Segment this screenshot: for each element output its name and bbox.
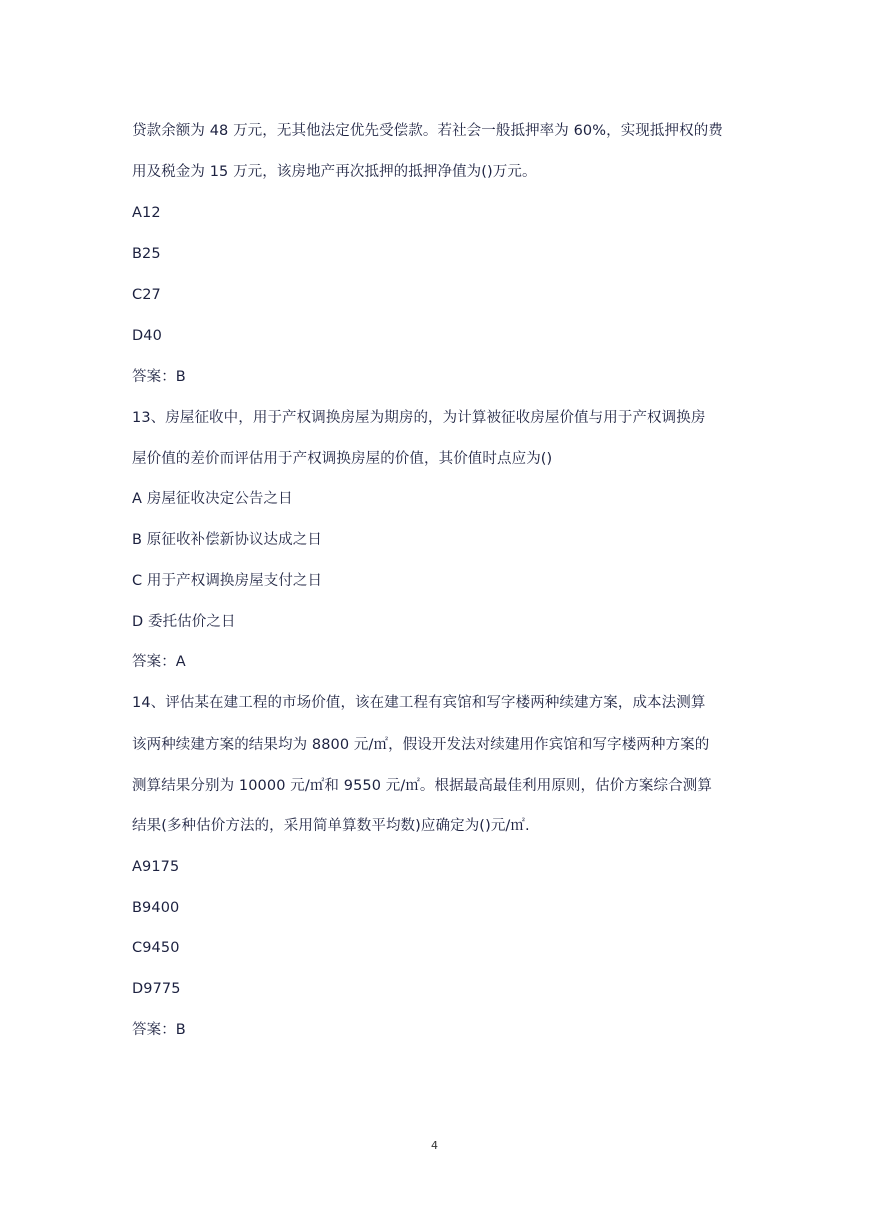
q12-stem-line-1: 贷款余额为 48 万元，无其他法定优先受偿款。若社会一般抵押率为 60%，实现抵押权的费 bbox=[132, 123, 723, 139]
q13-option-b: B 原征收补偿新协议达成之日 bbox=[132, 532, 322, 548]
page-number: 4 bbox=[431, 1139, 438, 1152]
q13-option-a: A 房屋征收决定公告之日 bbox=[132, 491, 293, 507]
q13-option-c: C 用于产权调换房屋支付之日 bbox=[132, 573, 323, 589]
q13-stem-line-1: 13、房屋征收中，用于产权调换房屋为期房的，为计算被征收房屋价值与用于产权调换房 bbox=[132, 410, 706, 426]
q12-option-a: A12 bbox=[132, 205, 161, 221]
q14-option-a: A9175 bbox=[132, 859, 180, 875]
q13-answer: 答案：A bbox=[132, 654, 186, 670]
q14-stem-line-2: 该两种续建方案的结果均为 8800 元/㎡，假设开发法对续建用作宾馆和写字楼两种方案的 bbox=[132, 737, 710, 753]
q12-option-c: C27 bbox=[132, 287, 161, 303]
q14-stem-line-1: 14、评估某在建工程的市场价值，该在建工程有宾馆和写字楼两种续建方案，成本法测算 bbox=[132, 695, 706, 711]
q14-answer: 答案：B bbox=[132, 1022, 186, 1038]
q14-option-b: B9400 bbox=[132, 900, 180, 916]
q14-stem-line-4: 结果(多种估价方法的，采用简单算数平均数)应确定为()元/㎡. bbox=[132, 818, 530, 834]
q14-option-c: C9450 bbox=[132, 940, 180, 956]
q12-stem-line-2: 用及税金为 15 万元，该房地产再次抵押的抵押净值为()万元。 bbox=[132, 164, 537, 180]
q12-option-d: D40 bbox=[132, 328, 162, 344]
q13-option-d: D 委托估价之日 bbox=[132, 614, 236, 630]
q12-answer: 答案：B bbox=[132, 369, 186, 385]
q14-option-d: D9775 bbox=[132, 981, 181, 997]
q12-option-b: B25 bbox=[132, 246, 161, 262]
q14-stem-line-3: 测算结果分别为 10000 元/㎡和 9550 元/㎡。根据最高最佳利用原则，估价方案综合测算 bbox=[132, 778, 712, 794]
q13-stem-line-2: 屋价值的差价而评估用于产权调换房屋的价值，其价值时点应为() bbox=[132, 451, 553, 467]
